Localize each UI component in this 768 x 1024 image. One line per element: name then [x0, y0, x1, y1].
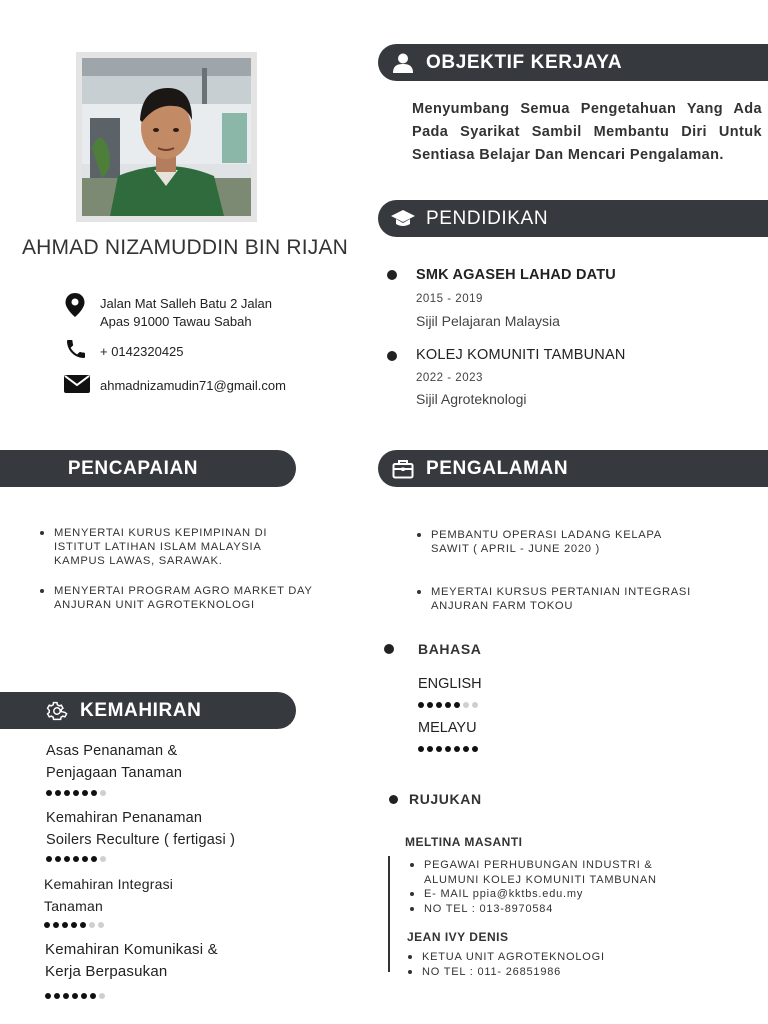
bullet — [384, 644, 394, 654]
gear-icon — [44, 698, 70, 724]
rating-dot-filled — [463, 746, 469, 752]
pengalaman-list-2 — [415, 585, 691, 613]
edu-cert: Sijil Pelajaran Malaysia — [416, 313, 560, 329]
reference-details — [408, 858, 657, 916]
pengalaman-list — [415, 528, 662, 556]
email-address: ahmadnizamudin71@gmail.com — [100, 378, 286, 393]
rating-dot-empty — [463, 702, 469, 708]
rating-dot-filled — [45, 993, 51, 999]
rating-dot-filled — [81, 993, 87, 999]
edu-years: 2015 - 2019 — [416, 293, 483, 305]
rating-dot-empty — [100, 790, 106, 796]
rating-dot-filled — [54, 993, 60, 999]
person-name: AHMAD NIZAMUDDIN BIN RIJAN — [21, 236, 349, 259]
rating-dot-filled — [454, 746, 460, 752]
reference-name: MELTINA MASANTI — [405, 835, 523, 849]
profile-photo — [76, 52, 257, 222]
pencapaian-title: PENCAPAIAN — [67, 457, 199, 479]
language-rating — [418, 746, 478, 752]
list-item: NO TEL : 013-8970584 — [408, 902, 657, 917]
list-item: MENYERTAI KURUS KEPIMPINAN DI ISTITUT LATIHAN ISLAM MALAYSIA KAMPUS LAWAS, SARAWAK. — [38, 526, 267, 568]
pengalaman-header — [378, 450, 768, 487]
objektif-text: Menyumbang Semua Pengetahuan Yang Ada Pada Syarikat Sambil Membantu Diri Untuk Sentiasa Belajar Dan Mencari Pengalaman. — [412, 101, 762, 163]
list-item: KETUA UNIT AGROTEKNOLOGI — [406, 950, 605, 965]
edu-cert: Sijil Agroteknologi — [416, 391, 527, 407]
rating-dot-empty — [89, 922, 95, 928]
rating-dot-filled — [82, 856, 88, 862]
pengalaman-title: PENGALAMAN — [426, 457, 569, 479]
rating-dot-filled — [64, 856, 70, 862]
rating-dot-filled — [55, 856, 61, 862]
profile-photo-image — [82, 58, 251, 216]
rating-dot-filled — [427, 746, 433, 752]
rating-dot-empty — [472, 702, 478, 708]
skill-name: Asas Penanaman & Penjagaan Tanaman — [46, 743, 183, 781]
rating-dot-filled — [436, 702, 442, 708]
reference-details — [406, 950, 605, 979]
list-item: PEGAWAI PERHUBUNGAN INDUSTRI & ALUMUNI KOLEJ KOMUNITI TAMBUNAN — [408, 858, 657, 887]
bullet — [387, 270, 397, 280]
bahasa-title: BAHASA — [418, 641, 482, 657]
rating-dot-filled — [72, 993, 78, 999]
list-item: MEYERTAI KURSUS PERTANIAN INTEGRASI ANJURAN FARM TOKOU — [415, 585, 691, 613]
objektif-header — [378, 44, 768, 81]
kemahiran-header — [0, 692, 296, 729]
rating-dot-filled — [53, 922, 59, 928]
rating-dot-filled — [427, 702, 433, 708]
bullet — [387, 351, 397, 361]
rujukan-title: RUJUKAN — [409, 791, 482, 807]
rating-dot-filled — [418, 746, 424, 752]
location-pin-icon — [64, 292, 86, 318]
rating-dot-empty — [99, 993, 105, 999]
envelope-icon — [64, 375, 90, 393]
rating-dot-filled — [46, 790, 52, 796]
rating-dot-filled — [436, 746, 442, 752]
rating-dot-filled — [445, 702, 451, 708]
rating-dot-filled — [62, 922, 68, 928]
pencapaian-list — [38, 526, 267, 568]
briefcase-icon — [390, 456, 416, 482]
rating-dot-filled — [418, 702, 424, 708]
address-line-2: Apas 91000 Tawau Sabah — [100, 314, 252, 329]
skill-name: Kemahiran Penanaman Soilers Reculture ( fertigasi ) — [46, 810, 236, 848]
rating-dot-filled — [55, 790, 61, 796]
rating-dot-empty — [100, 856, 106, 862]
skill-name: Kemahiran Integrasi Tanaman — [44, 876, 174, 914]
address-line-1: Jalan Mat Salleh Batu 2 Jalan — [100, 296, 272, 311]
rating-dot-filled — [44, 922, 50, 928]
rating-dot-filled — [472, 746, 478, 752]
language-rating — [418, 702, 478, 708]
skill-rating — [44, 922, 104, 928]
phone-number: + 0142320425 — [100, 344, 184, 359]
rating-dot-filled — [63, 993, 69, 999]
user-icon — [390, 50, 416, 76]
bullet — [389, 795, 398, 804]
skill-rating — [45, 993, 105, 999]
rating-dot-filled — [71, 922, 77, 928]
phone-icon — [64, 337, 88, 361]
rating-dot-filled — [82, 790, 88, 796]
skill-rating — [46, 790, 106, 796]
pendidikan-title: PENDIDIKAN — [426, 207, 549, 229]
pencapaian-list-2 — [38, 584, 313, 612]
objektif-title: OBJEKTIF KERJAYA — [426, 51, 623, 73]
list-item: NO TEL : 011- 26851986 — [406, 965, 605, 980]
reference-name: JEAN IVY DENIS — [407, 930, 509, 944]
rating-dot-filled — [91, 856, 97, 862]
list-item: PEMBANTU OPERASI LADANG KELAPA SAWIT ( APRIL - JUNE 2020 ) — [415, 528, 662, 556]
language-name: MELAYU — [418, 720, 477, 736]
pencapaian-header — [0, 450, 296, 487]
rating-dot-empty — [98, 922, 104, 928]
rating-dot-filled — [454, 702, 460, 708]
language-name: ENGLISH — [418, 676, 482, 692]
list-item: MENYERTAI PROGRAM AGRO MARKET DAY ANJURAN UNIT AGROTEKNOLOGI — [38, 584, 313, 612]
rating-dot-filled — [73, 856, 79, 862]
rating-dot-filled — [80, 922, 86, 928]
edu-years: 2022 - 2023 — [416, 372, 483, 384]
rating-dot-filled — [46, 856, 52, 862]
pendidikan-header — [378, 200, 768, 237]
kemahiran-title: KEMAHIRAN — [80, 699, 202, 721]
rating-dot-filled — [91, 790, 97, 796]
edu-school: KOLEJ KOMUNITI TAMBUNAN — [416, 347, 626, 363]
reference-divider — [388, 856, 390, 972]
skill-name: Kemahiran Komunikasi & Kerja Berpasukan — [45, 941, 218, 980]
edu-school: SMK AGASEH LAHAD DATU — [416, 267, 616, 283]
rating-dot-filled — [64, 790, 70, 796]
skill-rating — [46, 856, 106, 862]
rating-dot-filled — [73, 790, 79, 796]
list-item: E- MAIL ppia@kktbs.edu.my — [408, 887, 657, 902]
graduation-cap-icon — [390, 206, 416, 232]
rating-dot-filled — [90, 993, 96, 999]
rating-dot-filled — [445, 746, 451, 752]
